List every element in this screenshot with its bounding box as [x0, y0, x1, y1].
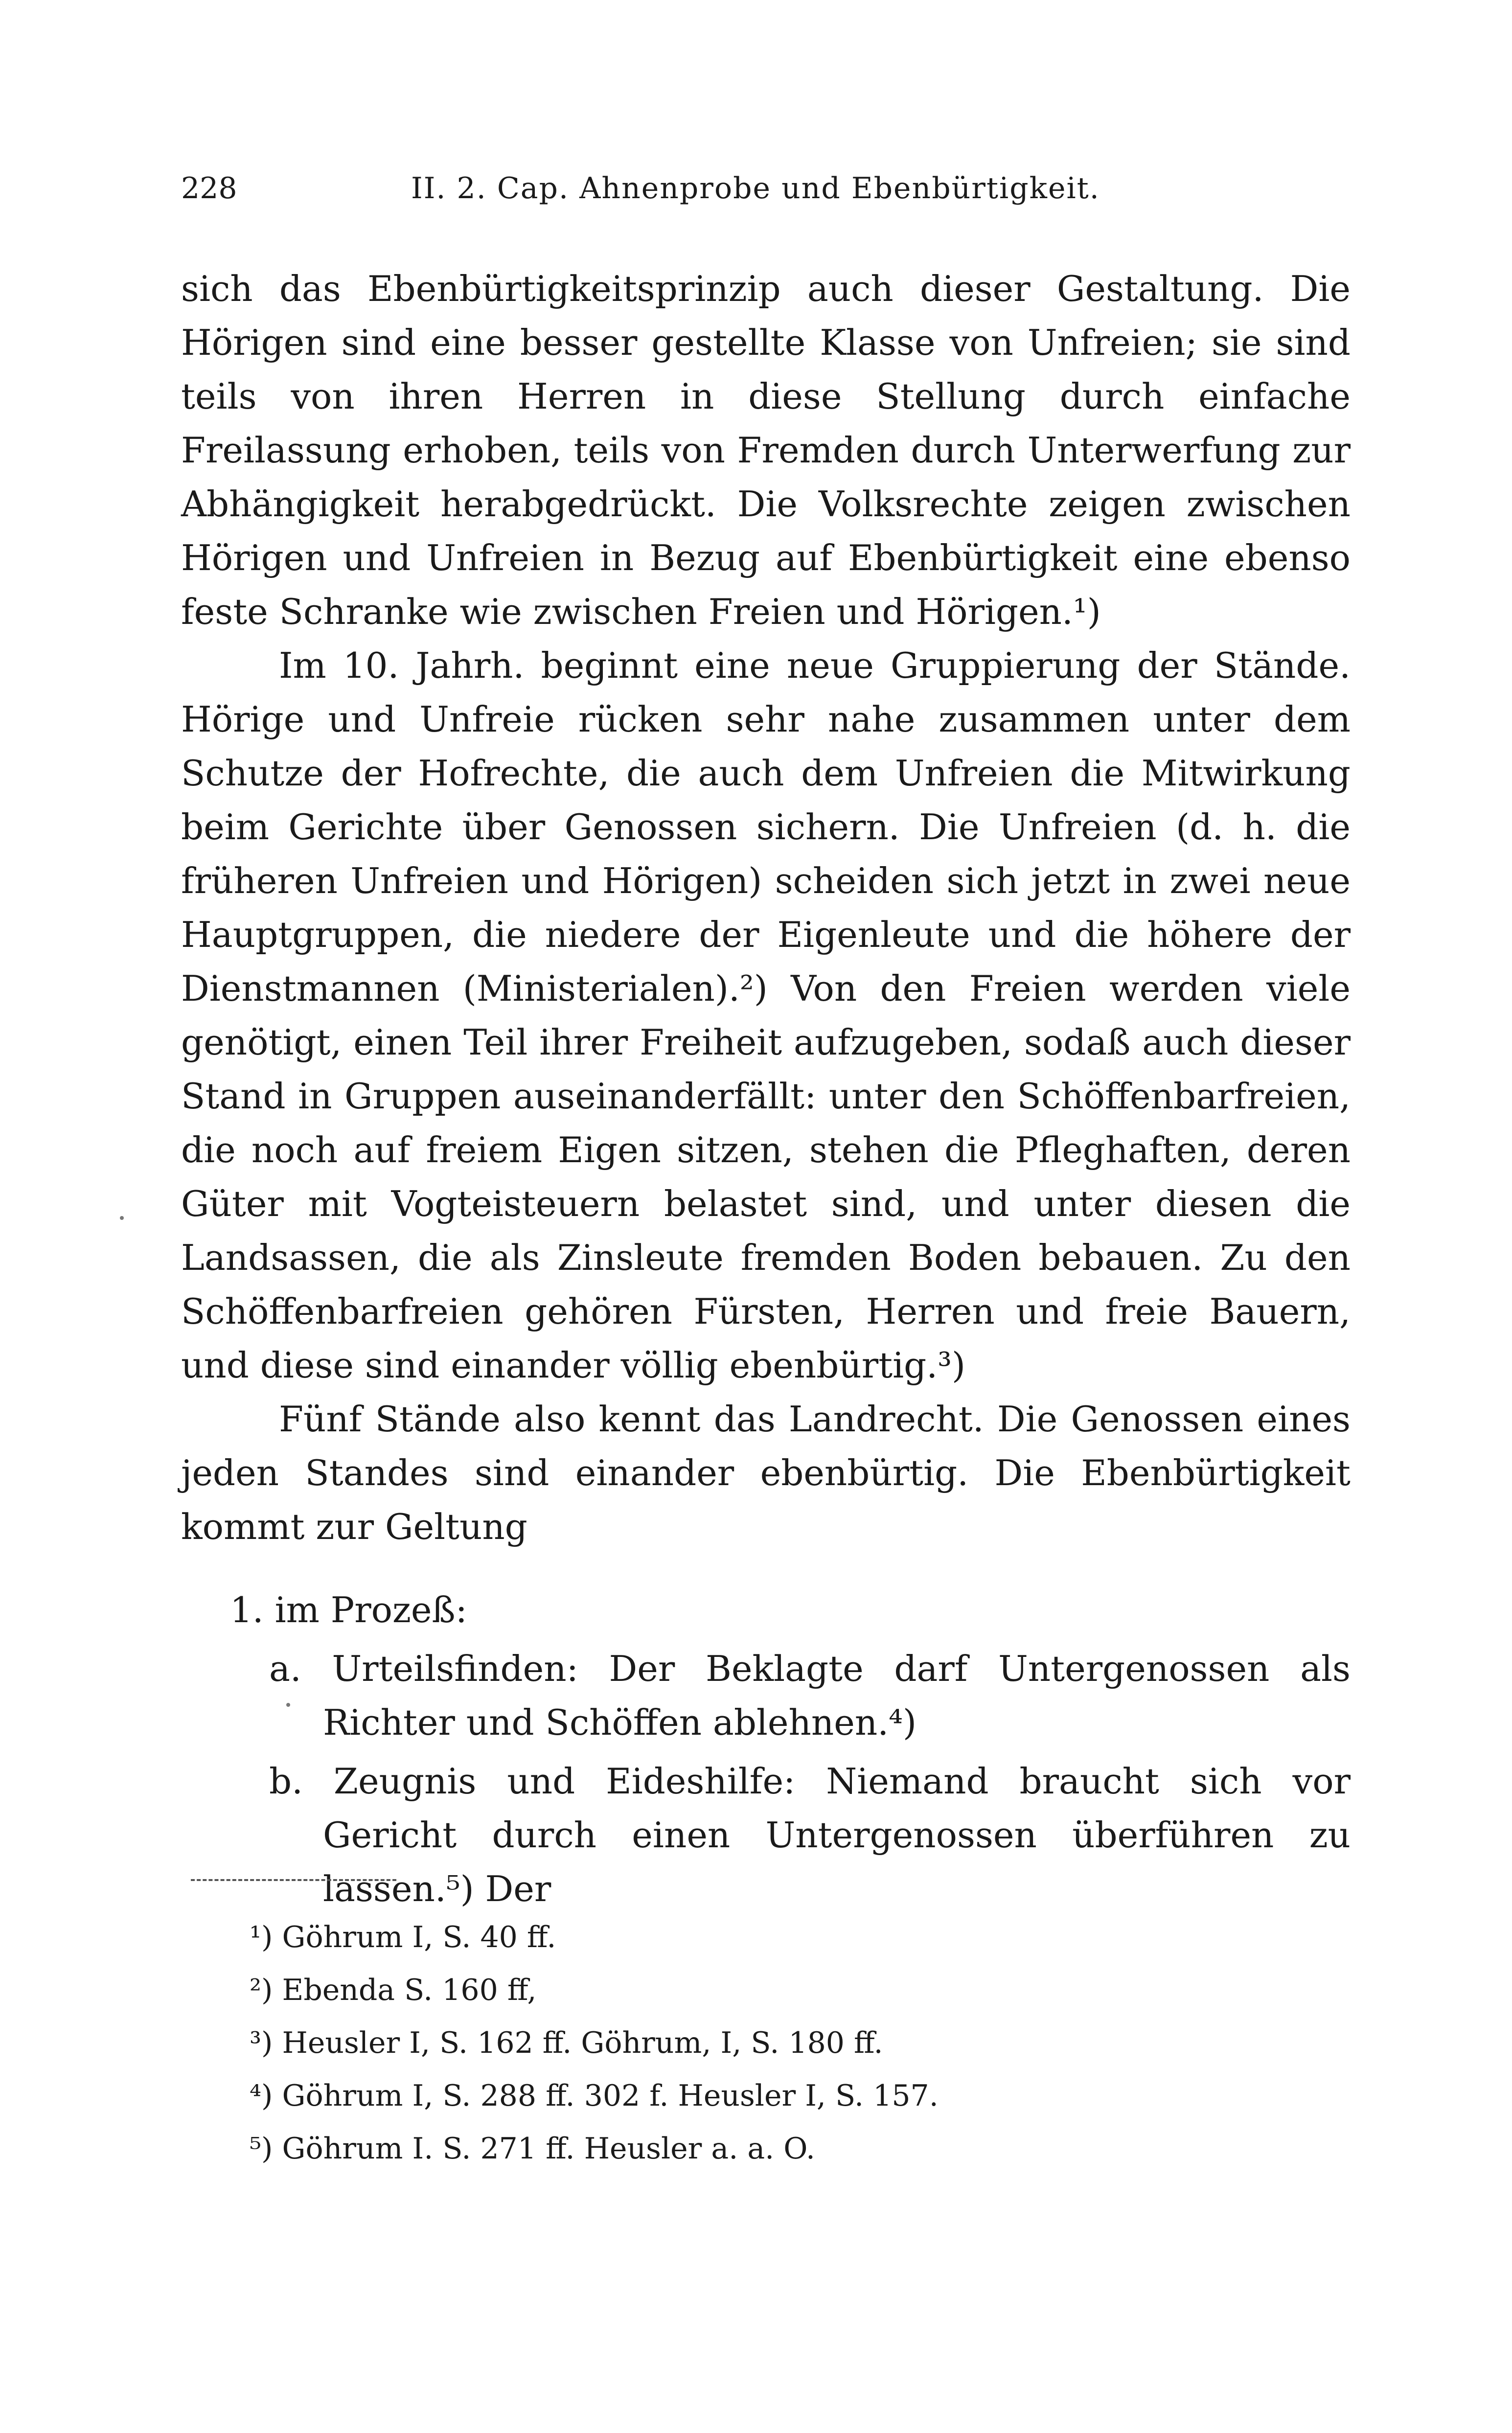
margin-speck	[120, 1216, 124, 1220]
footnotes	[250, 1911, 1326, 2175]
footnote-separator	[191, 1879, 396, 1881]
footnote-2: ²) Ebenda S. 160 ff,	[250, 1973, 537, 2007]
footnote-4: ⁴) Göhrum I, S. 288 ff. 302 f. Heusler I, S. 157.	[250, 2079, 939, 2113]
page-number: 228	[181, 171, 237, 206]
footnote-5: ⁵) Göhrum I. S. 271 ff. Heusler a. a. O.	[250, 2132, 815, 2166]
list-item-testimony: b. Zeugnis und Eideshilfe: Niemand braucht sich vor Gericht durch einen Untergenossen überführen zu lassen.⁵) Der	[269, 1761, 1351, 1909]
page-header	[181, 171, 1351, 220]
paragraph-continuation: sich das Ebenbürtigkeitsprinzip auch dieser Gestaltung. Die Hörigen sind eine besser gestellte Klasse von Unfreien; sie sind teils von ihren Herren in diese Stellung durch einfache Freilassung erhoben, teils von Fremden durch Unterwerfung zur Abhängigkeit herabgedrückt. Die Volksrechte zeigen zwischen Hörigen und Unfreien in Bezug auf Ebenbürtigkeit eine ebenso feste Schranke wie zwischen Freien und Hörigen.¹)	[181, 268, 1351, 632]
paragraph-tenth-century: Im 10. Jahrh. beginnt eine neue Gruppierung der Stände. Hörige und Unfreie rücken sehr nahe zusammen unter dem Schutze der Hofrechte, die auch dem Unfreien die Mitwirkung beim Gerichte über Genossen sichern. Die Unfreien (d. h. die früheren Unfreien und Hörigen) scheiden sich jetzt in zwei neue Hauptgruppen, die niedere der Eigenleute und die höhere der Dienstmannen (Ministerialen).²) Von den Freien werden viele genötigt, einen Teil ihrer Freiheit aufzugeben, sodaß auch dieser Stand in Gruppen auseinanderfällt: unter den Schöffenbarfreien, die noch auf freiem Eigen sitzen, stehen die Pfleghaften, deren Güter mit Vogteisteuern belastet sind, und unter diesen die Landsassen, die als Zinsleute fremden Boden bebauen. Zu den Schöffenbarfreien gehören Fürsten, Herren und freie Bauern, und diese sind einander völlig ebenbürtig.³)	[181, 645, 1351, 1386]
footnote-3: ³) Heusler I, S. 162 ff. Göhrum, I, S. 180 ff.	[250, 2026, 883, 2060]
running-head: II. 2. Cap. Ahnenprobe und Ebenbürtigkeit.	[411, 171, 1100, 206]
footnote-1: ¹) Göhrum I, S. 40 ff.	[250, 1920, 556, 1954]
margin-speck	[286, 1703, 290, 1707]
paragraph-five-estates: Fünf Stände also kennt das Landrecht. Die Genossen eines jeden Standes sind einander ebenbürtig. Die Ebenbürtigkeit kommt zur Geltung	[181, 1399, 1351, 1547]
list-item-process: 1. im Prozeß:	[230, 1589, 467, 1630]
list-item-judgment: a. Urteilsfinden: Der Beklagte darf Untergenossen als Richter und Schöffen ablehnen.⁴)	[269, 1648, 1351, 1743]
main-text	[181, 262, 1351, 1916]
